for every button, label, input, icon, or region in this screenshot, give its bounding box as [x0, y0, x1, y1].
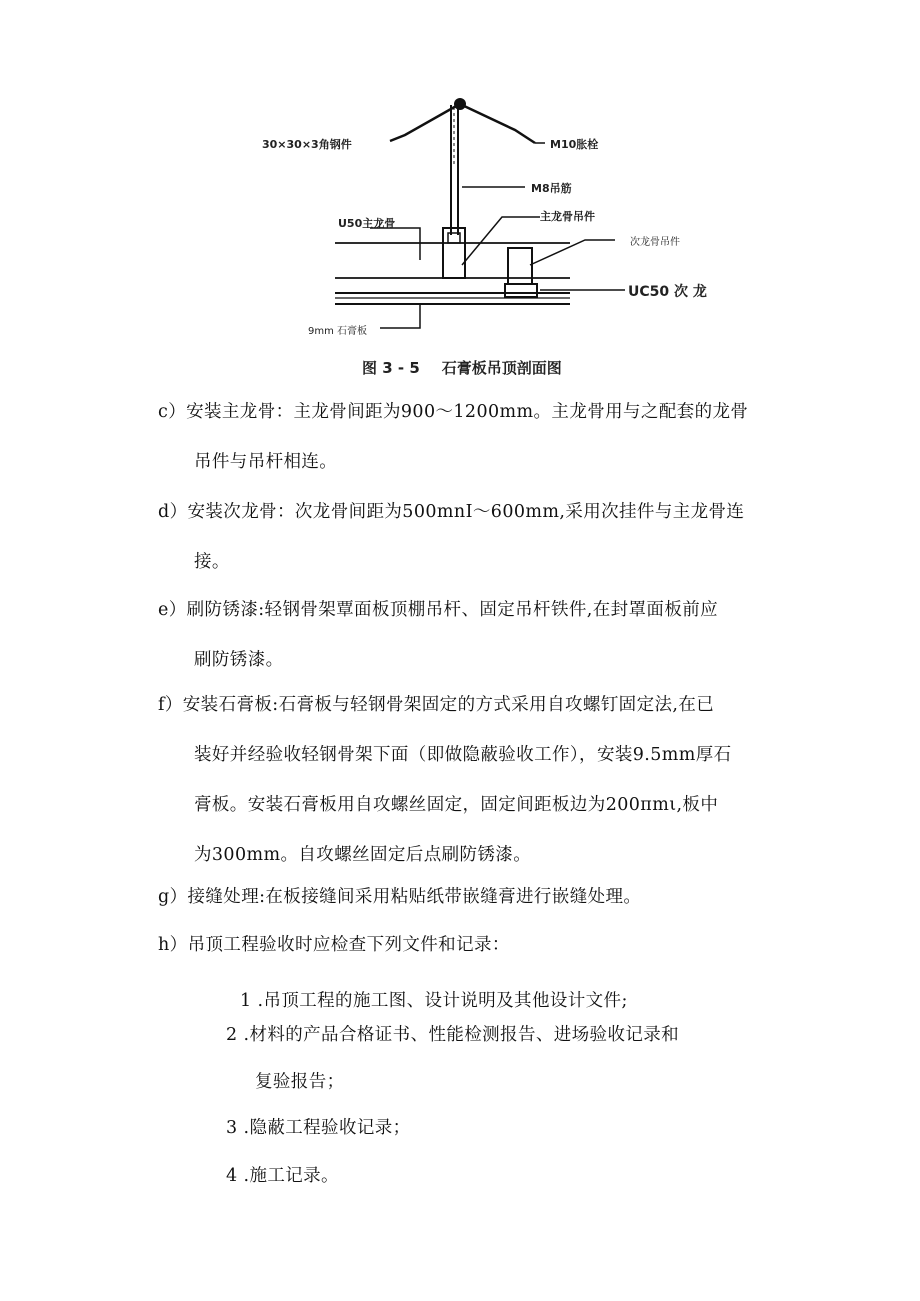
list-item-2: 2 .材料的产品合格证书、性能检测报告、进场验收记录和 — [226, 1025, 680, 1045]
figure-caption — [362, 357, 562, 378]
label-gypsum-board: 9mm 石膏板 — [308, 326, 368, 337]
main-keel-leader — [370, 228, 420, 260]
paragraph-e — [158, 585, 798, 685]
expansion-bolt-head — [454, 98, 466, 110]
paragraph-line: f）安装石膏板:石膏板与轻钢骨架固定的方式采用自攻螺钉固定法,在已 — [158, 695, 715, 715]
paragraph-line: g）接缝处理:在板接缝间采用粘贴纸带嵌缝膏进行嵌缝处理。 — [158, 887, 642, 907]
label-hanger-rod: M8吊筋 — [531, 182, 572, 195]
paragraph-line: 吊件与吊杆相连。 — [194, 452, 338, 472]
label-main-keel: U50主龙骨 — [338, 217, 396, 230]
paragraph-line: h）吊顶工程验收时应检查下列文件和记录： — [158, 935, 510, 955]
list-item-1: 1 .吊顶工程的施工图、设计说明及其他设计文件; — [240, 991, 628, 1011]
paragraph-line: 刷防锈漆。 — [194, 650, 284, 670]
paragraph-f — [158, 680, 798, 880]
list-item-4: 4 .施工记录。 — [226, 1166, 339, 1186]
list-item-2-continued: 复验报告； — [255, 1072, 345, 1092]
label-angle-steel: 30×30×3角钢件 — [262, 138, 352, 151]
paragraph-d — [158, 487, 798, 587]
paragraph-line: 装好并经验收轻钢骨架下面（即做隐蔽验收工作），安装9.5mm厚石 — [194, 745, 732, 765]
label-expansion-bolt: M10胀栓 — [550, 138, 599, 151]
gypsum-board-leader — [380, 305, 420, 328]
main-keel-hanger-leader — [462, 217, 540, 265]
paragraph-g — [158, 872, 798, 922]
label-secondary-keel: UC50 次 龙 — [628, 284, 707, 300]
paragraph-line: 膏板。安装石膏板用自攻螺丝固定，固定间距板边为200πmι,板中 — [194, 795, 719, 815]
figure-caption-number: 图 3 - 5 — [362, 359, 420, 377]
paragraph-h — [158, 920, 798, 970]
paragraph-line: d）安装次龙骨：次龙骨间距为500mnI～600mm,采用次挂件与主龙骨连 — [158, 502, 745, 522]
paragraph-c — [158, 387, 798, 487]
list-item-3: 3 .隐蔽工程验收记录； — [226, 1118, 411, 1138]
figure-caption-title: 石膏板吊顶剖面图 — [441, 359, 562, 377]
ceiling-section-diagram — [240, 95, 720, 355]
paragraph-line: c）安装主龙骨：主龙骨间距为900～1200mm。主龙骨用与之配套的龙骨 — [158, 402, 749, 422]
label-secondary-keel-hanger: 次龙骨吊件 — [630, 237, 680, 248]
paragraph-line: e）刷防锈漆:轻钢骨架覃面板顶棚吊杆、固定吊杆铁件,在封罩面板前应 — [158, 600, 719, 620]
main-keel-hanger-shape — [443, 228, 465, 278]
secondary-keel-shape — [505, 284, 537, 297]
angle-steel-leader-left — [390, 105, 458, 141]
angle-steel-leader-right — [462, 105, 535, 143]
paragraph-line: 接。 — [194, 552, 230, 572]
ceiling-section-figure — [240, 95, 720, 385]
paragraph-line: 为300mm。自攻螺丝固定后点刷防锈漆。 — [194, 845, 532, 865]
label-main-keel-hanger: 主龙骨吊件 — [540, 210, 595, 223]
